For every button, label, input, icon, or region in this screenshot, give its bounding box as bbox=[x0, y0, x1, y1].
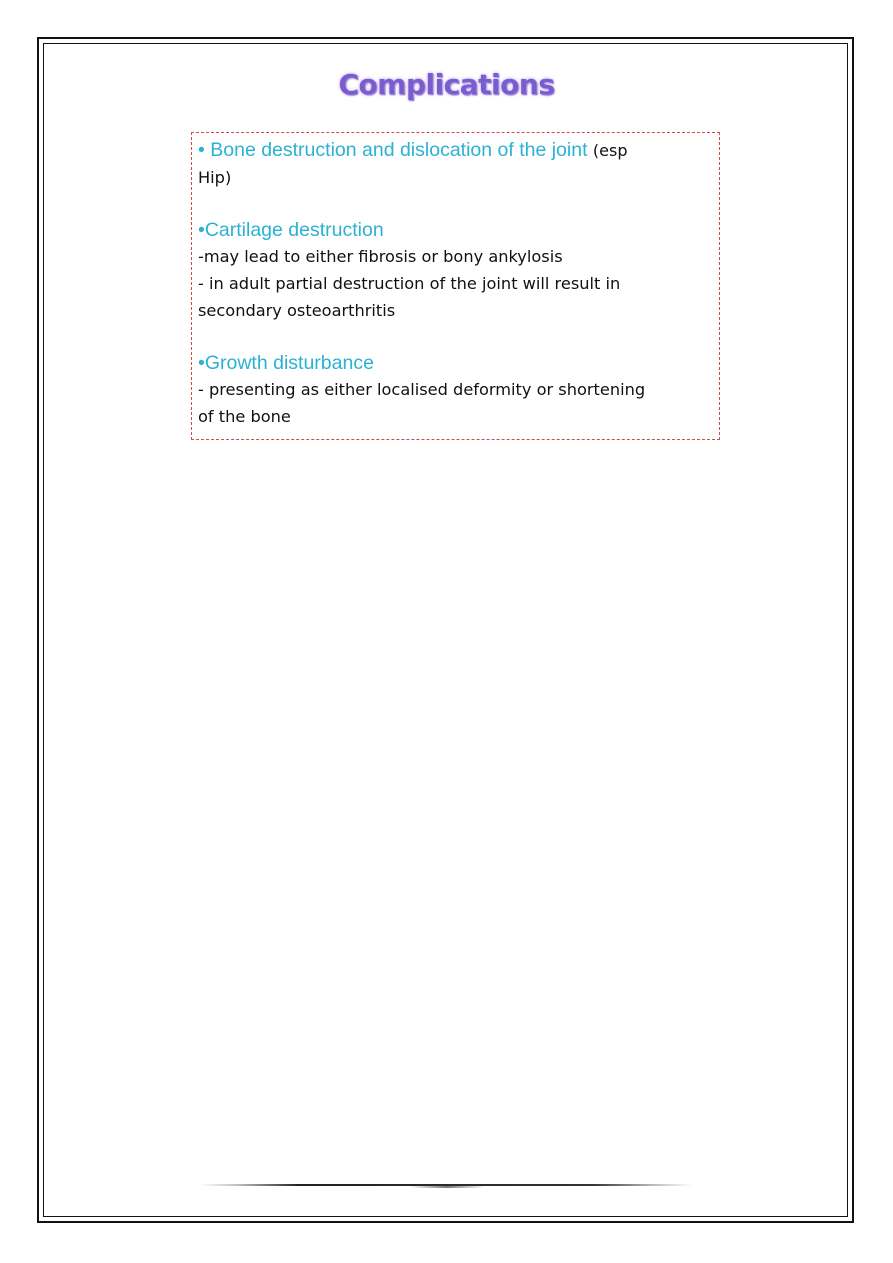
section-line: secondary osteoarthritis bbox=[198, 301, 396, 320]
page-title: Complications bbox=[338, 68, 555, 101]
section-line: -may lead to either fibrosis or bony ankylosis bbox=[198, 247, 563, 266]
complications-box bbox=[191, 132, 720, 440]
section-line: - in adult partial destruction of the joint will result in bbox=[198, 274, 621, 293]
section-heading-bone-destruction bbox=[198, 137, 713, 164]
section-line: of the bone bbox=[198, 407, 291, 426]
section-heading-growth-disturbance: •Growth disturbance bbox=[198, 352, 374, 374]
section-heading-suffix: (esp bbox=[592, 141, 628, 160]
section-heading-text: • Bone destruction and dislocation of the joint bbox=[198, 139, 588, 161]
section-line: Hip) bbox=[198, 168, 232, 187]
section-line: - presenting as either localised deformity or shortening bbox=[198, 380, 646, 399]
section-heading-cartilage-destruction: •Cartilage destruction bbox=[198, 219, 384, 241]
section-spacer bbox=[198, 324, 713, 350]
section-spacer bbox=[198, 191, 713, 217]
footer-divider-mark bbox=[410, 1186, 484, 1188]
